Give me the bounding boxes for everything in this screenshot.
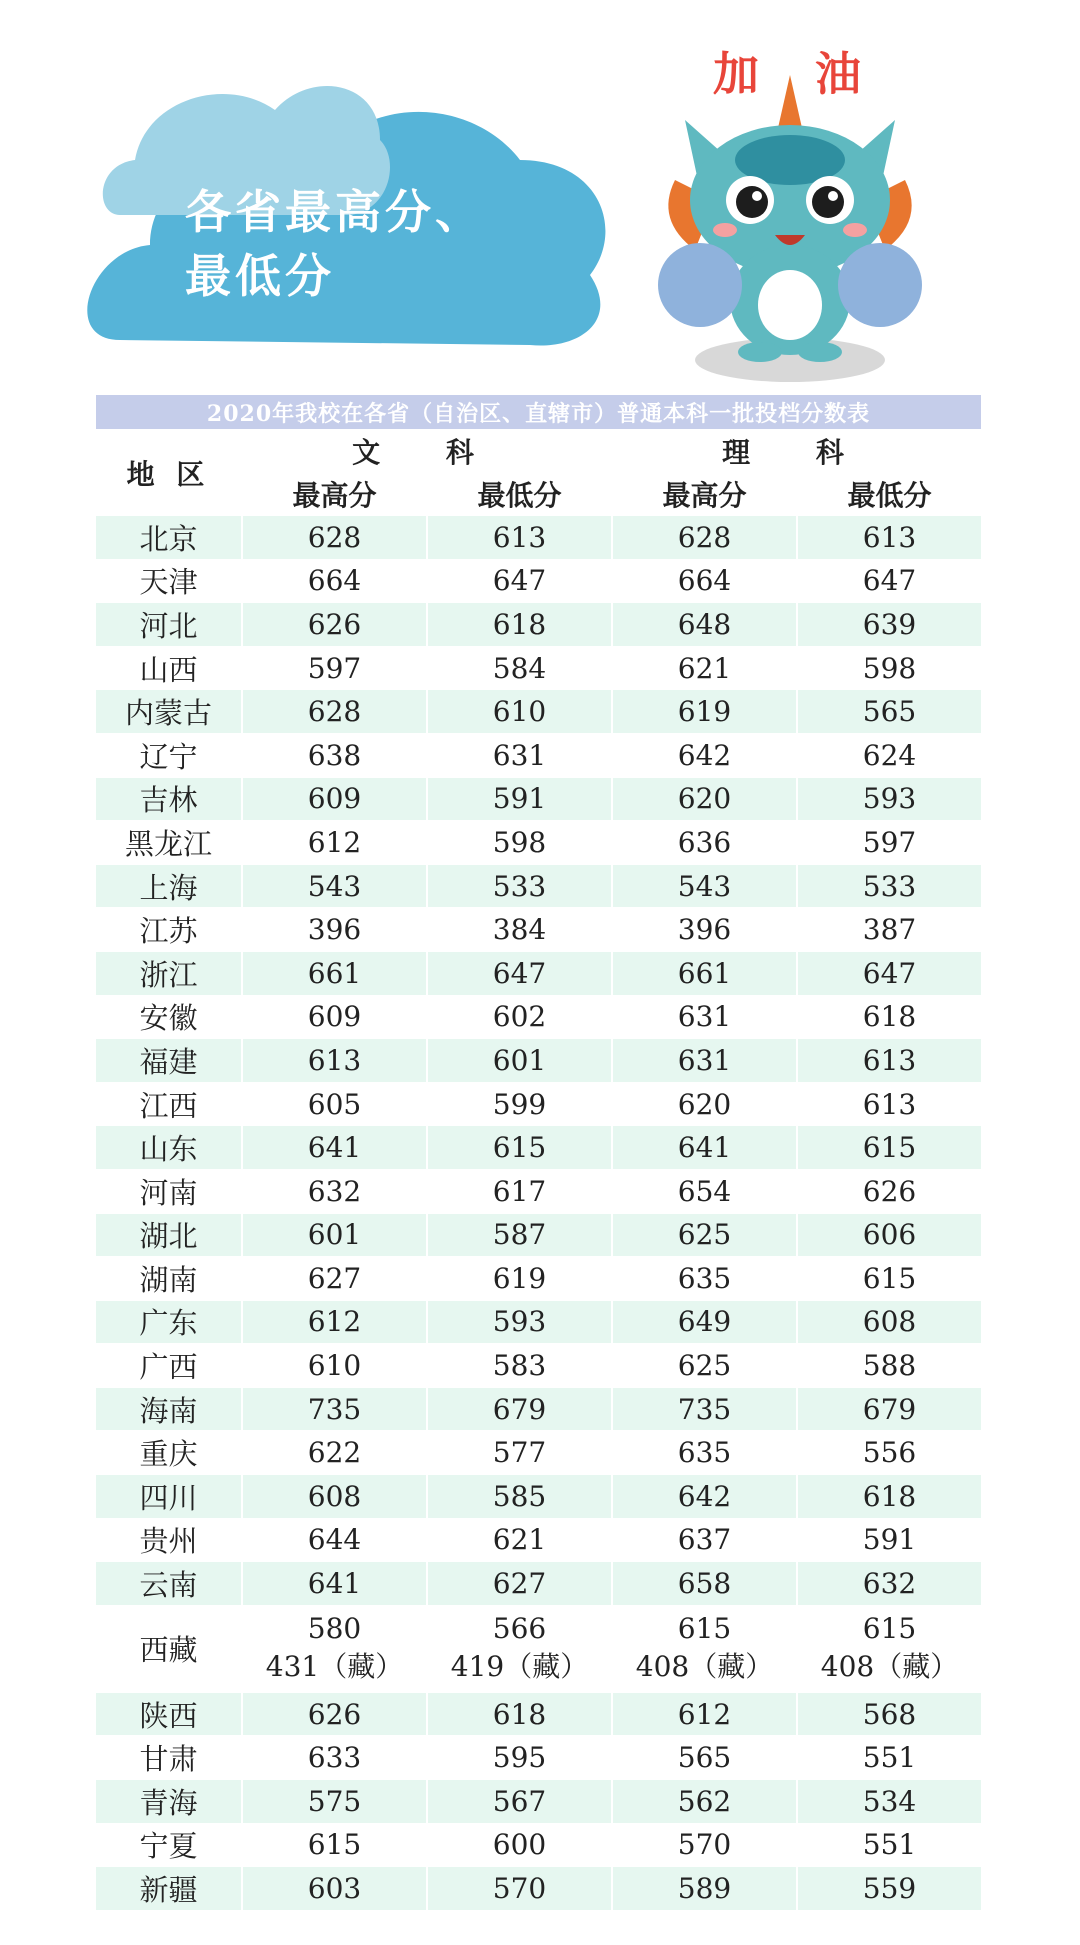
arts-max-cell: 597 xyxy=(242,646,427,690)
mascot-illustration xyxy=(655,30,925,390)
arts-max-cell: 575 xyxy=(242,1780,427,1824)
science-max-cell: 628 xyxy=(612,516,797,560)
science-min-cell: 387 xyxy=(797,908,982,952)
arts-max-cell: 603 xyxy=(242,1867,427,1911)
table-row xyxy=(96,1082,982,1126)
table-row xyxy=(96,733,982,777)
region-cell: 海南 xyxy=(96,1387,242,1431)
group-header-science: 理 科 xyxy=(612,430,982,473)
arts-max-cell: 627 xyxy=(242,1257,427,1301)
arts-max-cell: 601 xyxy=(242,1213,427,1257)
banner xyxy=(0,0,1080,395)
science-max-cell: 661 xyxy=(612,951,797,995)
table-row xyxy=(96,1562,982,1606)
arts-max-cell-tibetan: 431（藏） xyxy=(265,1650,404,1684)
arts-max-cell: 613 xyxy=(242,1039,427,1083)
table-row xyxy=(96,908,982,952)
arts-max-cell: 626 xyxy=(242,1692,427,1736)
arts-max-cell-general: 580 xyxy=(307,1612,362,1646)
science-min-cell: 613 xyxy=(797,1082,982,1126)
arts-min-cell: 621 xyxy=(427,1518,612,1562)
table-row xyxy=(96,646,982,690)
science-max-cell: 631 xyxy=(612,1039,797,1083)
arts-min-cell: 613 xyxy=(427,516,612,560)
region-cell: 青海 xyxy=(96,1780,242,1824)
arts-max-cell: 628 xyxy=(242,516,427,560)
arts-min-cell: 618 xyxy=(427,603,612,647)
arts-max-cell: 644 xyxy=(242,1518,427,1562)
science-min-cell-general: 615 xyxy=(862,1612,917,1646)
table-row xyxy=(96,995,982,1039)
region-cell: 云南 xyxy=(96,1562,242,1606)
region-cell: 新疆 xyxy=(96,1867,242,1911)
region-cell: 山东 xyxy=(96,1126,242,1170)
science-max-cell: 642 xyxy=(612,1475,797,1519)
arts-min-cell: 618 xyxy=(427,1692,612,1736)
science-max-cell: 620 xyxy=(612,1082,797,1126)
science-max-cell: 625 xyxy=(612,1344,797,1388)
science-max-cell: 570 xyxy=(612,1823,797,1867)
science-max-cell: 396 xyxy=(612,908,797,952)
science-min-cell: 647 xyxy=(797,951,982,995)
science-min-cell: 624 xyxy=(797,733,982,777)
arts-min-cell: 615 xyxy=(427,1126,612,1170)
banner-title-line1: 各省最高分、 xyxy=(185,185,485,239)
science-max-cell: 664 xyxy=(612,559,797,603)
region-cell: 浙江 xyxy=(96,951,242,995)
science-min-cell: 613 xyxy=(797,1039,982,1083)
table-row xyxy=(96,1867,982,1911)
arts-max-cell: 633 xyxy=(242,1736,427,1780)
arts-min-cell: 595 xyxy=(427,1736,612,1780)
header-row-groups xyxy=(96,430,982,473)
science-min-cell: 598 xyxy=(797,646,982,690)
arts-max-cell: 626 xyxy=(242,603,427,647)
science-min-cell xyxy=(797,1605,982,1692)
arts-min-cell: 583 xyxy=(427,1344,612,1388)
region-cell: 吉林 xyxy=(96,777,242,821)
arts-min-cell-general: 566 xyxy=(492,1612,547,1646)
science-max-cell: 620 xyxy=(612,777,797,821)
table-title-row xyxy=(96,395,982,430)
region-header: 地 区 xyxy=(96,430,242,516)
col-header-arts-max: 最高分 xyxy=(242,473,427,516)
table-row xyxy=(96,1823,982,1867)
arts-max-cell: 612 xyxy=(242,1300,427,1344)
science-max-cell: 635 xyxy=(612,1431,797,1475)
science-max-cell: 562 xyxy=(612,1780,797,1824)
science-min-cell: 632 xyxy=(797,1562,982,1606)
arts-max-cell: 641 xyxy=(242,1126,427,1170)
table-row xyxy=(96,690,982,734)
table-row xyxy=(96,821,982,865)
col-header-arts-min: 最低分 xyxy=(427,473,612,516)
region-cell: 河北 xyxy=(96,603,242,647)
arts-max-cell: 605 xyxy=(242,1082,427,1126)
arts-max-cell: 608 xyxy=(242,1475,427,1519)
arts-max-cell: 638 xyxy=(242,733,427,777)
group-header-arts: 文 科 xyxy=(242,430,612,473)
table-row xyxy=(96,603,982,647)
science-max-cell: 543 xyxy=(612,864,797,908)
arts-max-cell: 612 xyxy=(242,821,427,865)
arts-max-cell: 622 xyxy=(242,1431,427,1475)
science-min-cell-tibetan: 408（藏） xyxy=(820,1650,959,1684)
region-cell: 广东 xyxy=(96,1300,242,1344)
science-max-cell: 631 xyxy=(612,995,797,1039)
arts-min-cell: 587 xyxy=(427,1213,612,1257)
region-cell: 四川 xyxy=(96,1475,242,1519)
region-cell: 西藏 xyxy=(96,1605,242,1692)
col-header-science-max: 最高分 xyxy=(612,473,797,516)
arts-min-cell xyxy=(427,1605,612,1692)
science-max-cell: 589 xyxy=(612,1867,797,1911)
arts-min-cell: 619 xyxy=(427,1257,612,1301)
science-min-cell: 597 xyxy=(797,821,982,865)
arts-min-cell: 610 xyxy=(427,690,612,734)
science-max-cell: 612 xyxy=(612,1692,797,1736)
arts-min-cell: 631 xyxy=(427,733,612,777)
arts-min-cell: 570 xyxy=(427,1867,612,1911)
science-min-cell: 618 xyxy=(797,995,982,1039)
region-cell: 上海 xyxy=(96,864,242,908)
science-max-cell: 649 xyxy=(612,1300,797,1344)
region-cell: 福建 xyxy=(96,1039,242,1083)
science-max-cell: 641 xyxy=(612,1126,797,1170)
arts-min-cell: 585 xyxy=(427,1475,612,1519)
table-row xyxy=(96,1257,982,1301)
mascot-text-you: 油 xyxy=(815,47,861,101)
science-min-cell: 606 xyxy=(797,1213,982,1257)
score-table-container xyxy=(96,395,982,1911)
arts-min-cell: 593 xyxy=(427,1300,612,1344)
table-row-tibet xyxy=(96,1605,982,1692)
arts-max-cell: 628 xyxy=(242,690,427,734)
arts-max-cell: 609 xyxy=(242,995,427,1039)
arts-min-cell: 647 xyxy=(427,951,612,995)
science-min-cell: 593 xyxy=(797,777,982,821)
science-min-cell: 551 xyxy=(797,1736,982,1780)
science-min-cell: 613 xyxy=(797,516,982,560)
region-cell: 重庆 xyxy=(96,1431,242,1475)
region-cell: 湖南 xyxy=(96,1257,242,1301)
table-title: 2020年我校在各省（自治区、直辖市）普通本科一批投档分数表 xyxy=(96,395,982,430)
table-row xyxy=(96,1780,982,1824)
table-row xyxy=(96,864,982,908)
arts-min-cell: 384 xyxy=(427,908,612,952)
arts-min-cell: 627 xyxy=(427,1562,612,1606)
region-cell: 广西 xyxy=(96,1344,242,1388)
table-row xyxy=(96,1475,982,1519)
col-header-science-min: 最低分 xyxy=(797,473,982,516)
science-max-cell: 642 xyxy=(612,733,797,777)
region-cell: 贵州 xyxy=(96,1518,242,1562)
science-max-cell: 658 xyxy=(612,1562,797,1606)
science-min-cell: 568 xyxy=(797,1692,982,1736)
arts-min-cell: 598 xyxy=(427,821,612,865)
table-row xyxy=(96,1169,982,1213)
science-max-cell-tibetan: 408（藏） xyxy=(635,1650,774,1684)
table-row xyxy=(96,1344,982,1388)
table-row xyxy=(96,516,982,560)
table-row xyxy=(96,1300,982,1344)
arts-max-cell: 396 xyxy=(242,908,427,952)
science-min-cell: 565 xyxy=(797,690,982,734)
banner-title-line2: 最低分 xyxy=(185,249,335,303)
arts-min-cell: 584 xyxy=(427,646,612,690)
region-cell: 宁夏 xyxy=(96,1823,242,1867)
science-max-cell: 565 xyxy=(612,1736,797,1780)
region-cell: 黑龙江 xyxy=(96,821,242,865)
arts-min-cell: 567 xyxy=(427,1780,612,1824)
science-min-cell: 534 xyxy=(797,1780,982,1824)
science-max-cell: 635 xyxy=(612,1257,797,1301)
arts-min-cell-tibetan: 419（藏） xyxy=(450,1650,589,1684)
arts-min-cell: 601 xyxy=(427,1039,612,1083)
arts-max-cell: 610 xyxy=(242,1344,427,1388)
arts-min-cell: 617 xyxy=(427,1169,612,1213)
region-cell: 陕西 xyxy=(96,1692,242,1736)
table-row xyxy=(96,1518,982,1562)
arts-min-cell: 577 xyxy=(427,1431,612,1475)
arts-max-cell xyxy=(242,1605,427,1692)
science-max-cell: 637 xyxy=(612,1518,797,1562)
science-min-cell: 556 xyxy=(797,1431,982,1475)
region-cell: 辽宁 xyxy=(96,733,242,777)
region-cell: 河南 xyxy=(96,1169,242,1213)
table-row xyxy=(96,1736,982,1780)
science-min-cell: 679 xyxy=(797,1387,982,1431)
arts-min-cell: 599 xyxy=(427,1082,612,1126)
arts-max-cell: 543 xyxy=(242,864,427,908)
arts-max-cell: 641 xyxy=(242,1562,427,1606)
science-max-cell: 636 xyxy=(612,821,797,865)
science-max-cell: 625 xyxy=(612,1213,797,1257)
region-cell: 湖北 xyxy=(96,1213,242,1257)
table-row xyxy=(96,1039,982,1083)
arts-min-cell: 679 xyxy=(427,1387,612,1431)
region-cell: 江苏 xyxy=(96,908,242,952)
arts-max-cell: 664 xyxy=(242,559,427,603)
science-min-cell: 618 xyxy=(797,1475,982,1519)
arts-max-cell: 632 xyxy=(242,1169,427,1213)
table-row xyxy=(96,1126,982,1170)
arts-max-cell: 615 xyxy=(242,1823,427,1867)
table-row xyxy=(96,777,982,821)
arts-max-cell: 661 xyxy=(242,951,427,995)
score-table xyxy=(96,395,983,1911)
science-max-cell: 654 xyxy=(612,1169,797,1213)
banner-title xyxy=(185,180,485,308)
arts-min-cell: 591 xyxy=(427,777,612,821)
table-row xyxy=(96,1431,982,1475)
science-max-cell xyxy=(612,1605,797,1692)
science-max-cell-general: 615 xyxy=(677,1612,732,1646)
table-row xyxy=(96,559,982,603)
science-min-cell: 588 xyxy=(797,1344,982,1388)
science-min-cell: 591 xyxy=(797,1518,982,1562)
arts-min-cell: 647 xyxy=(427,559,612,603)
science-min-cell: 608 xyxy=(797,1300,982,1344)
region-cell: 北京 xyxy=(96,516,242,560)
region-cell: 安徽 xyxy=(96,995,242,1039)
science-min-cell: 639 xyxy=(797,603,982,647)
science-min-cell: 626 xyxy=(797,1169,982,1213)
science-min-cell: 533 xyxy=(797,864,982,908)
science-min-cell: 559 xyxy=(797,1867,982,1911)
region-cell: 甘肃 xyxy=(96,1736,242,1780)
science-max-cell: 619 xyxy=(612,690,797,734)
science-min-cell: 647 xyxy=(797,559,982,603)
mascot-text-jia: 加 xyxy=(713,47,759,101)
region-cell: 内蒙古 xyxy=(96,690,242,734)
science-min-cell: 551 xyxy=(797,1823,982,1867)
science-max-cell: 648 xyxy=(612,603,797,647)
arts-min-cell: 533 xyxy=(427,864,612,908)
science-min-cell: 615 xyxy=(797,1126,982,1170)
table-row xyxy=(96,1213,982,1257)
table-row xyxy=(96,1692,982,1736)
region-cell: 山西 xyxy=(96,646,242,690)
arts-max-cell: 609 xyxy=(242,777,427,821)
arts-min-cell: 602 xyxy=(427,995,612,1039)
table-row xyxy=(96,951,982,995)
table-row xyxy=(96,1387,982,1431)
science-min-cell: 615 xyxy=(797,1257,982,1301)
science-max-cell: 621 xyxy=(612,646,797,690)
arts-max-cell: 735 xyxy=(242,1387,427,1431)
arts-min-cell: 600 xyxy=(427,1823,612,1867)
region-cell: 江西 xyxy=(96,1082,242,1126)
science-max-cell: 735 xyxy=(612,1387,797,1431)
region-cell: 天津 xyxy=(96,559,242,603)
